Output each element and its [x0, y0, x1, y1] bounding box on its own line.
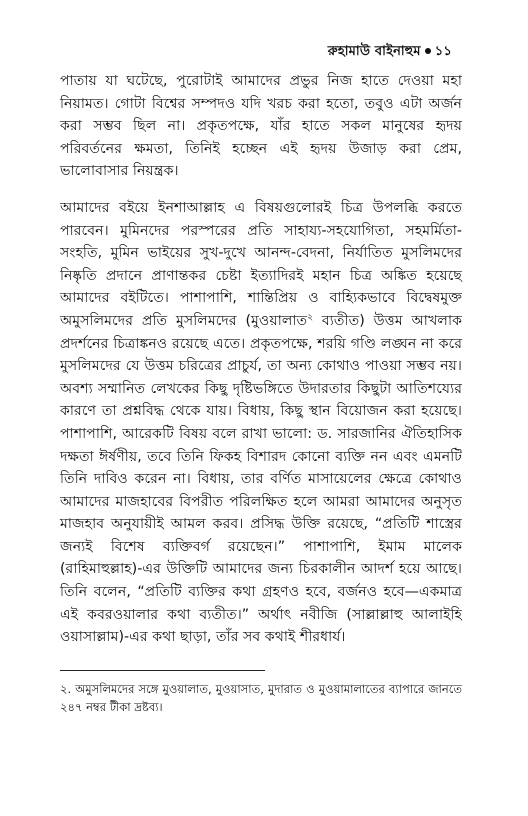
running-header — [328, 42, 452, 63]
page-number: ১১ — [434, 44, 452, 59]
paragraph-1: পাতায় যা ঘটেছে, পুরোটাই আমাদের প্রভুর নিজ হাতে দেওয়া মহা নিয়ামত। গোটা বিশ্বের সম্পদও যদি খরচ করা হতো, তবুও এটা অর্জন করা সম্ভব ছিল না। প্রকৃতপক্ষে, যাঁর হাতে সকল মানুষের হৃদয় পরিবর্তনের ক্ষমতা, তিনিই হচ্ছেন এই হৃদয় উজাড় করা প্রেম, ভালোবাসার নিয়ন্ত্রক। — [60, 73, 462, 180]
footnote-reference: ২ — [307, 312, 314, 323]
footnote-marker: ২. — [60, 682, 72, 696]
footnote — [60, 680, 462, 716]
paragraph-2-text: আমাদের বইয়ে ইনশাআল্লাহ এ বিষয়গুলোরই চিত্র উপলব্ধি করতে পারবেন। মুমিনদের পরস্পরের প্রতি সাহায্য-সহযোগিতা, সহমর্মিতা-সংহতি, মুমিন ভাইয়ের সুখ-দুখে আনন্দ-বেদনা, নির্যাতিত মুসলিমদের নিষ্কৃতি প্রদানে প্রাণান্তকর চেষ্টা ইত্যাদিরই মহান চিত্র অঙ্কিত হয়েছে আমাদের বইটিতে। পাশাপাশি, শান্তিপ্রিয় ও বাহ্যিকভাবে বিদ্বেষমুক্ত অমুসলিমদের প্রতি মুসলিমদের (মুওয়ালাত — [60, 199, 462, 329]
body-text — [60, 70, 462, 649]
paragraph-2-continuation: ব্যতীত) উত্তম আখলাক প্রদর্শনের চিত্রাঙ্কনও রয়েছে এতে। প্রকৃতপক্ষে, শরয়ি গণ্ডি লঙ্ঘন না করে মুসলিমদের যে উত্তম চরিত্রের প্রাচুর্য, তা অন্য কোথাও পাওয়া সম্ভব নয়। অবশ্য সম্মানিত লেখকের কিছু দৃষ্টিভঙ্গিতে উদারতার কিছুটা আতিশয্যের কারণে তা প্রশ্নবিদ্ধ থেকে যায়। বিধায়, কিছু স্থান বিয়োজন করা হয়েছে। পাশাপাশি, আরেকটি বিষয় বলে রাখা ভালো: ড. সারজানির ঐতিহাসিক দক্ষতা ঈর্ষণীয়, তবে তিনি ফিকহ বিশারদ কোনো ব্যক্তি নন এবং এমনটি তিনি দাবিও করেন না। বিধায়, তার বর্ণিত মাসায়েলের ক্ষেত্রে কোথাও আমাদের মাজহাবের বিপরীত পরিলক্ষিত হলে আমরা আমাদের অনুসৃত মাজহাব অনুযায়ীই আমল করব। প্রসিদ্ধ উক্তি রয়েছে, “প্রতিটি শাস্ত্রের জন্যই বিশেষ ব্যক্তিবর্গ রয়েছেন।” পাশাপাশি, ইমাম মালেক (রাহিমাহুল্লাহ)-এর উক্তিটি আমাদের জন্য চিরকালীন আদর্শ হয়ে আছে। তিনি বলেন, “প্রতিটি ব্যক্তির কথা গ্রহণও হবে, বর্জনও হবে—একমাত্র এই কবরওয়ালার কথা ব্যতীত।” অর্থাৎ নবীজি (সাল্লাল্লাহু আলাইহি ওয়াসাল্লাম)-এর কথা ছাড়া, তাঁর সব কথাই শীরধার্য। — [60, 312, 463, 646]
footnote-text: অমুসলিমদের সঙ্গে মুওয়ালাত, মুওয়াসাত, মুদারাত ও মুওয়ামালাতের ব্যাপারে জানতে ২৪৭ নম্বর টীকা দ্রষ্টব্য। — [60, 682, 462, 714]
bullet-dot-icon — [425, 48, 431, 54]
running-title: রুহামাউ বাইনাহুম — [327, 44, 421, 59]
footnote-divider — [60, 670, 265, 671]
paragraph-2 — [60, 197, 462, 649]
